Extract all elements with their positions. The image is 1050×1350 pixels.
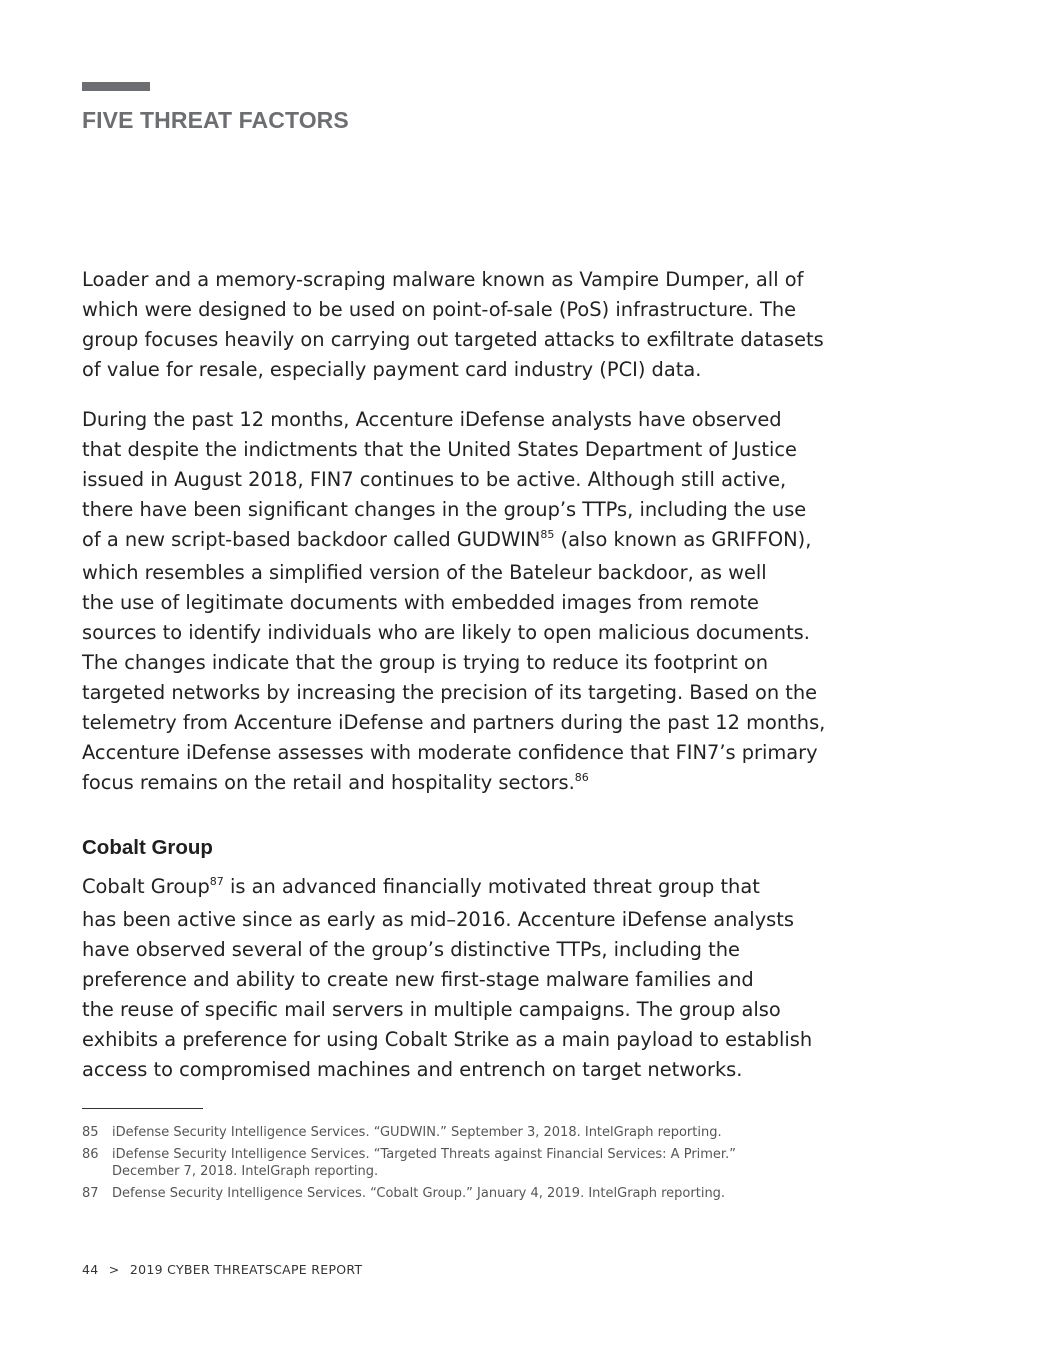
footnote-line: iDefense Security Intelligence Services. “GUDWIN.” September 3, 2018. IntelGraph reporting. — [112, 1125, 722, 1140]
text-segment: focus remains on the retail and hospitality sectors. — [82, 771, 575, 794]
footnote-text — [112, 1124, 842, 1141]
text-segment: is an advanced financially motivated threat group that — [223, 875, 760, 898]
text-line: The changes indicate that the group is trying to reduce its footprint on — [82, 651, 769, 674]
text-line: During the past 12 months, Accenture iDefense analysts have observed — [82, 408, 782, 431]
report-title: 2019 CYBER THREATSCAPE REPORT — [129, 1262, 363, 1277]
page-footer — [82, 1262, 368, 1277]
text-segment: (also known as GRIFFON), — [554, 528, 812, 551]
paragraph-cobalt-group — [82, 872, 842, 1085]
footnote-number: 86 — [82, 1147, 99, 1162]
text-line: preference and ability to create new first-stage malware families and — [82, 968, 754, 991]
paragraph-fin7-intro — [82, 265, 842, 385]
footnote-ref-85[interactable]: 85 — [540, 528, 555, 541]
text-line: Loader and a memory-scraping malware known as Vampire Dumper, all of — [82, 268, 804, 291]
section-title: FIVE THREAT FACTORS — [82, 107, 349, 133]
paragraph-fin7-activity — [82, 405, 842, 801]
text-line: that despite the indictments that the United States Department of Justice — [82, 438, 797, 461]
text-line — [82, 768, 842, 801]
footnotes — [82, 1124, 842, 1207]
text-segment: Cobalt Group — [82, 875, 210, 898]
footnote-line: December 7, 2018. IntelGraph reporting. — [112, 1164, 379, 1179]
text-line: which resembles a simplified version of the Bateleur backdoor, as well — [82, 561, 767, 584]
footnote-number: 87 — [82, 1186, 99, 1201]
text-line — [82, 525, 842, 558]
text-line: telemetry from Accenture iDefense and partners during the past 12 months, — [82, 711, 826, 734]
footnote-86 — [82, 1146, 842, 1180]
text-line: issued in August 2018, FIN7 continues to be active. Although still active, — [82, 468, 787, 491]
page-number: 44 — [82, 1262, 99, 1277]
text-segment: of a new script-based backdoor called GUDWIN — [82, 528, 541, 551]
text-line: there have been significant changes in the group’s TTPs, including the use — [82, 498, 807, 521]
text-line: the reuse of specific mail servers in multiple campaigns. The group also — [82, 998, 781, 1021]
footnote-text — [112, 1185, 842, 1202]
footnote-ref-87[interactable]: 87 — [209, 875, 224, 888]
text-line: exhibits a preference for using Cobalt Strike as a main payload to establish — [82, 1028, 813, 1051]
text-line: Accenture iDefense assesses with moderate confidence that FIN7’s primary — [82, 741, 818, 764]
text-line: access to compromised machines and entrench on target networks. — [82, 1058, 743, 1081]
text-line: sources to identify individuals who are likely to open malicious documents. — [82, 621, 810, 644]
footnote-number: 85 — [82, 1125, 99, 1140]
footnote-divider — [82, 1108, 203, 1109]
text-line: of value for resale, especially payment card industry (PCI) data. — [82, 358, 702, 381]
text-line: the use of legitimate documents with embedded images from remote — [82, 591, 759, 614]
text-line: which were designed to be used on point-of-sale (PoS) infrastructure. The — [82, 298, 797, 321]
footnote-87 — [82, 1185, 842, 1202]
footer-separator: > — [108, 1262, 120, 1277]
text-line — [82, 872, 842, 905]
footnote-line: iDefense Security Intelligence Services. “Targeted Threats against Financial Services: A Primer.” — [112, 1147, 736, 1162]
text-line: group focuses heavily on carrying out targeted attacks to exfiltrate datasets — [82, 328, 824, 351]
section-accent-bar — [82, 82, 150, 91]
cobalt-group-heading: Cobalt Group — [82, 836, 213, 859]
text-line: have observed several of the group’s distinctive TTPs, including the — [82, 938, 740, 961]
footnote-text — [112, 1146, 842, 1180]
footnote-line: Defense Security Intelligence Services. “Cobalt Group.” January 4, 2019. IntelGraph reporting. — [112, 1186, 726, 1201]
text-line: targeted networks by increasing the precision of its targeting. Based on the — [82, 681, 818, 704]
footnote-85 — [82, 1124, 842, 1141]
text-line: has been active since as early as mid–2016. Accenture iDefense analysts — [82, 908, 794, 931]
footnote-ref-86[interactable]: 86 — [574, 771, 589, 784]
